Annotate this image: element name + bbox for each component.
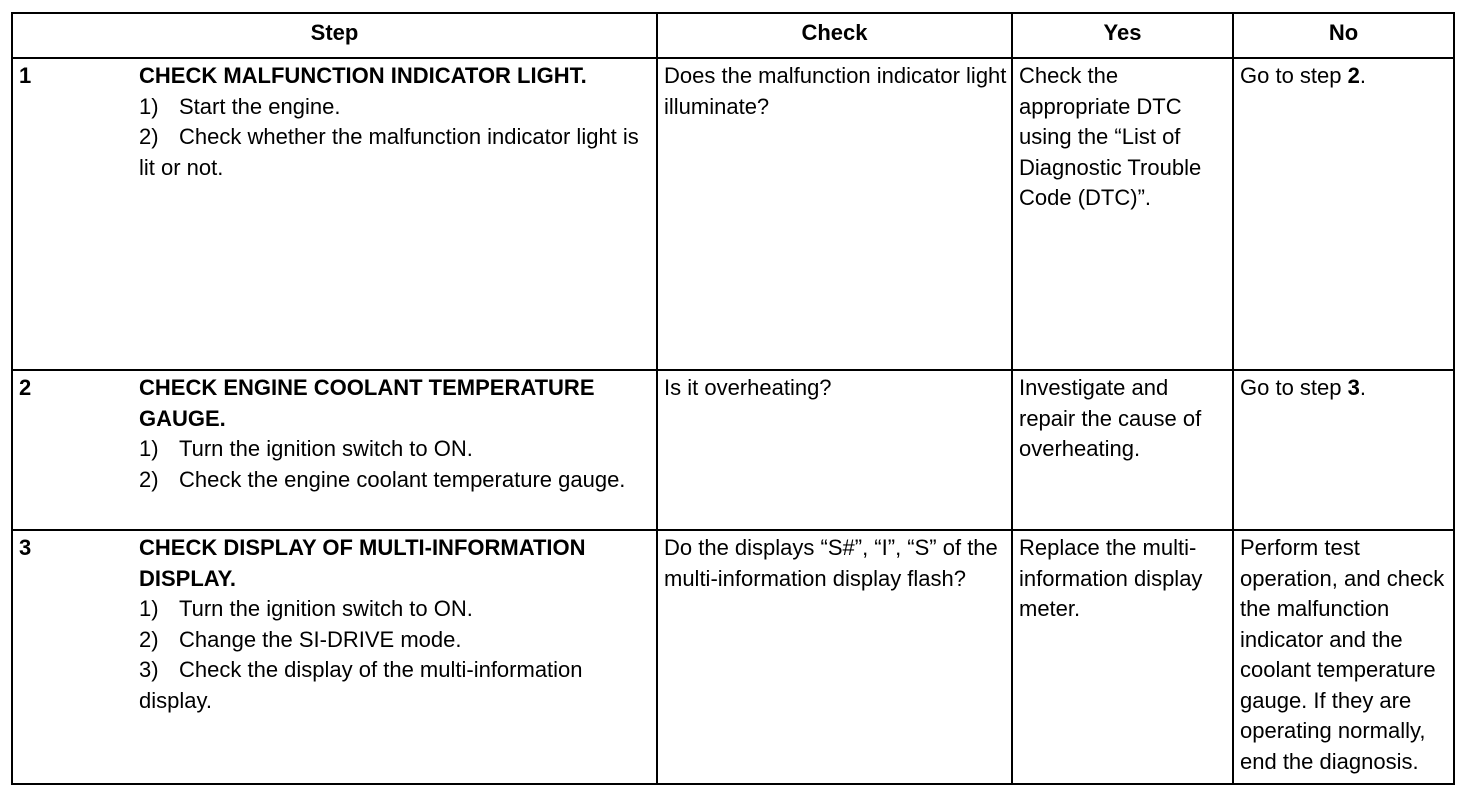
table-row xyxy=(12,370,1454,530)
no-cell: Perform test operation, and check the malfunction indicator and the coolant temperature gauge. If they are operating normally, end the diagnosis. xyxy=(1233,530,1454,784)
yes-cell: Investigate and repair the cause of overheating. xyxy=(1012,370,1233,530)
step-number: 1 xyxy=(19,63,32,88)
check-cell: Do the displays “S#”, “I”, “S” of the multi-information display flash? xyxy=(657,530,1012,784)
no-step-ref: 2 xyxy=(1347,63,1360,88)
substep-number: 2) xyxy=(139,124,159,149)
substep xyxy=(139,625,652,656)
substep-number: 2) xyxy=(139,466,159,492)
table-row xyxy=(12,58,1454,370)
diagnostic-table xyxy=(11,12,1455,785)
table-row xyxy=(12,530,1454,784)
substep-text: Turn the ignition switch to ON. xyxy=(179,596,473,621)
header-row xyxy=(12,13,1454,58)
substep-text: Turn the ignition switch to ON. xyxy=(179,436,473,461)
yes-cell: Replace the multi-information display meter. xyxy=(1012,530,1233,784)
substep-number: 1) xyxy=(139,596,159,621)
header-no: No xyxy=(1233,13,1454,58)
substep xyxy=(139,92,652,123)
step-cell xyxy=(12,370,657,530)
substep-number: 1) xyxy=(139,93,159,119)
substep-text: Check the engine coolant temperature gauge. xyxy=(179,466,626,492)
substep xyxy=(139,122,652,183)
header-check: Check xyxy=(657,13,1012,58)
substep xyxy=(139,465,652,496)
no-prefix: Go to step xyxy=(1240,63,1348,88)
step-title: CHECK DISPLAY OF MULTI-INFORMATION DISPLAY. xyxy=(139,535,586,591)
yes-cell: Check the appropriate DTC using the “List of Diagnostic Trouble Code (DTC)”. xyxy=(1012,58,1233,370)
no-suffix: . xyxy=(1359,375,1366,400)
substep xyxy=(139,434,652,465)
substep-number: 1) xyxy=(139,436,159,461)
no-cell xyxy=(1233,58,1454,370)
substep-number: 3) xyxy=(139,657,159,682)
header-step: Step xyxy=(12,13,657,58)
substep xyxy=(139,655,652,716)
no-prefix: Go to step xyxy=(1240,375,1348,400)
header-yes: Yes xyxy=(1012,13,1233,58)
no-cell xyxy=(1233,370,1454,530)
substep-number: 2) xyxy=(139,626,159,652)
step-number: 2 xyxy=(19,375,32,400)
check-cell: Does the malfunction indicator light illuminate? xyxy=(657,58,1012,370)
check-cell: Is it overheating? xyxy=(657,370,1012,530)
no-suffix: . xyxy=(1359,63,1366,88)
step-title: CHECK MALFUNCTION INDICATOR LIGHT. xyxy=(139,63,587,88)
step-number: 3 xyxy=(19,535,32,560)
substep-text: Check whether the malfunction indicator light is lit or not. xyxy=(139,124,639,180)
substep-text: Check the display of the multi-information display. xyxy=(139,657,583,713)
substep xyxy=(139,594,652,625)
step-cell xyxy=(12,530,657,784)
substep-text: Change the SI-DRIVE mode. xyxy=(179,626,462,652)
step-title: CHECK ENGINE COOLANT TEMPERATURE GAUGE. xyxy=(139,375,595,431)
step-cell xyxy=(12,58,657,370)
substep-text: Start the engine. xyxy=(179,93,341,119)
no-step-ref: 3 xyxy=(1347,375,1360,400)
